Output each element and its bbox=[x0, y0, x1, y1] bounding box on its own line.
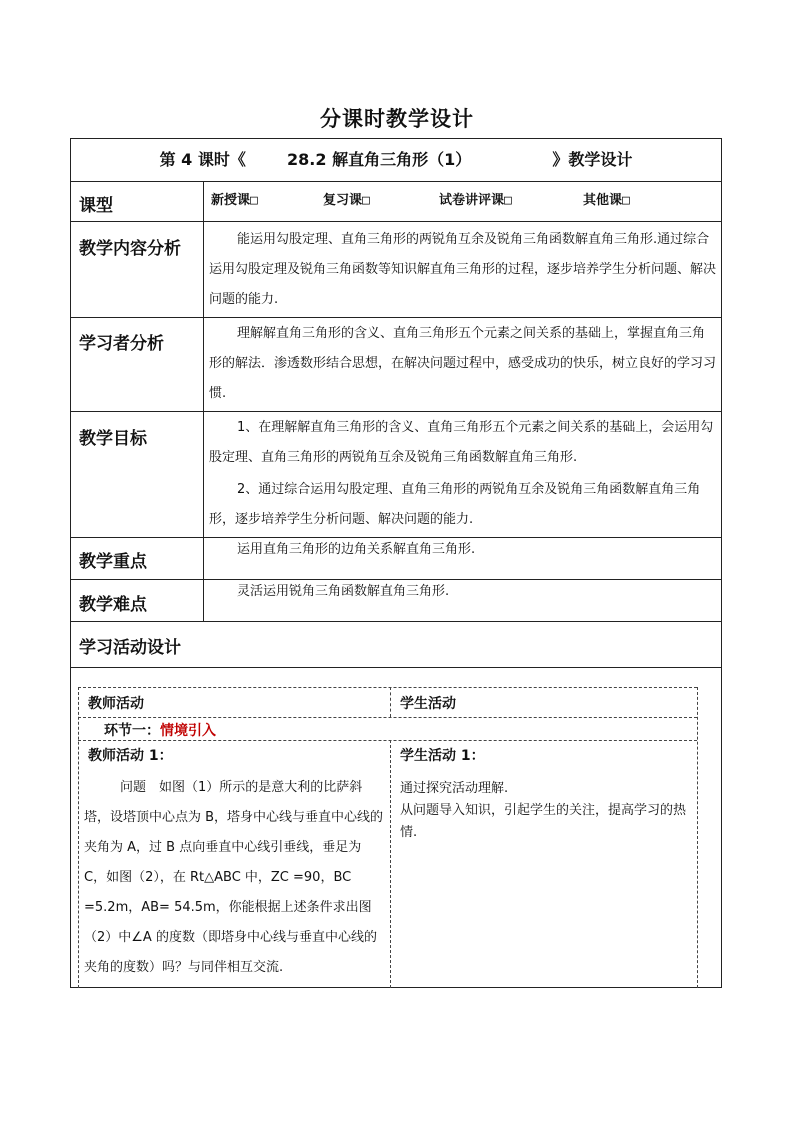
activity-divider bbox=[390, 687, 391, 717]
row-divider bbox=[71, 621, 721, 622]
activity-divider bbox=[78, 717, 697, 718]
activity-divider bbox=[78, 687, 79, 988]
content-analysis-text: 能运用勾股定理、直角三角形的两锐角互余及锐角三角函数解直角三角形.通过综合运用勾股定理及锐角三角函数等知识解直角三角形的过程，逐步培养学生分析问题、解决问题的能力. bbox=[209, 232, 717, 307]
section-name: 情境引入 bbox=[160, 723, 216, 739]
learner-analysis-label: 学习者分析 bbox=[79, 334, 164, 354]
course-type-exam: 试卷讲评课□ bbox=[439, 193, 512, 208]
objectives-label: 教学目标 bbox=[79, 429, 147, 449]
lesson-header-prefix: 第 4 课时《 bbox=[159, 150, 246, 169]
course-type-new: 新授课□ bbox=[211, 193, 258, 208]
student-activity-text-1: 通过探究活动理解. bbox=[400, 781, 509, 796]
section-heading bbox=[104, 720, 216, 740]
learner-analysis-text: 理解解直角三角形的含义、直角三角形五个元素之间关系的基础上，掌握直角三角形的解法．渗透数形结合思想，在解决问题过程中，感受成功的快乐，树立良好的学习习惯. bbox=[209, 326, 717, 401]
section-prefix: 环节一： bbox=[104, 723, 160, 739]
student-activity-text-2: 从问题导入知识，引起学生的关注，提高学习的热情. bbox=[400, 803, 687, 840]
objective-item-2: 2、通过综合运用勾股定理、直角三角形的两锐角互余及锐角三角函数解直角三角形，逐步培养学生分析问题、解决问题的能力. bbox=[209, 482, 701, 527]
row-divider bbox=[71, 181, 721, 182]
row-divider bbox=[71, 411, 721, 412]
difficulties-text: 灵活运用锐角三角函数解直角三角形. bbox=[237, 584, 450, 599]
content-analysis-label: 教学内容分析 bbox=[79, 239, 181, 259]
lesson-header-suffix: 》教学设计 bbox=[552, 150, 633, 169]
difficulties-label: 教学难点 bbox=[79, 595, 147, 615]
activity-divider bbox=[78, 687, 697, 688]
row-divider bbox=[71, 667, 721, 668]
course-type-other: 其他课□ bbox=[583, 193, 630, 208]
course-type-label: 课型 bbox=[79, 196, 113, 216]
row-divider bbox=[71, 317, 721, 318]
activity-table bbox=[78, 687, 697, 988]
course-type-review: 复习课□ bbox=[323, 193, 370, 208]
teacher-activity-text: 问题 如图（1）所示的是意大利的比萨斜塔，设塔顶中心点为 B，塔身中心线与垂直中心线的夹角为 A，过 B 点向垂直中心线引垂线，垂足为 C，如图（2），在 Rt△ABC 中，ZC =90，BC =5.2m，AB= 54.5m，你能根据上述条件求出图（2）中∠A 的度数（即塔身中心线与垂直中心线的夹角的度数）吗？与同伴相互交流. bbox=[84, 780, 384, 975]
lesson-header-topic: 28.2 解直角三角形（1） bbox=[287, 150, 472, 169]
teacher-column-header: 教师活动 bbox=[88, 696, 144, 712]
lesson-header bbox=[71, 147, 721, 170]
activity-design-label: 学习活动设计 bbox=[79, 638, 181, 658]
page-title: 分课时教学设计 bbox=[320, 106, 474, 131]
activity-divider bbox=[697, 687, 698, 988]
column-divider bbox=[203, 181, 204, 621]
lesson-design-table bbox=[70, 138, 722, 988]
activity-divider bbox=[390, 740, 391, 988]
teacher-activity-title: 教师活动 1： bbox=[88, 748, 173, 764]
key-points-label: 教学重点 bbox=[79, 552, 147, 572]
row-divider bbox=[71, 221, 721, 222]
key-points-text: 运用直角三角形的边角关系解直角三角形. bbox=[237, 542, 476, 557]
student-activity-title: 学生活动 1： bbox=[400, 748, 485, 764]
student-column-header: 学生活动 bbox=[400, 696, 456, 712]
objective-item-1: 1、在理解解直角三角形的含义、直角三角形五个元素之间关系的基础上，会运用勾股定理、直角三角形的两锐角互余及锐角三角函数解直角三角形. bbox=[209, 420, 714, 465]
activity-divider bbox=[78, 740, 697, 741]
